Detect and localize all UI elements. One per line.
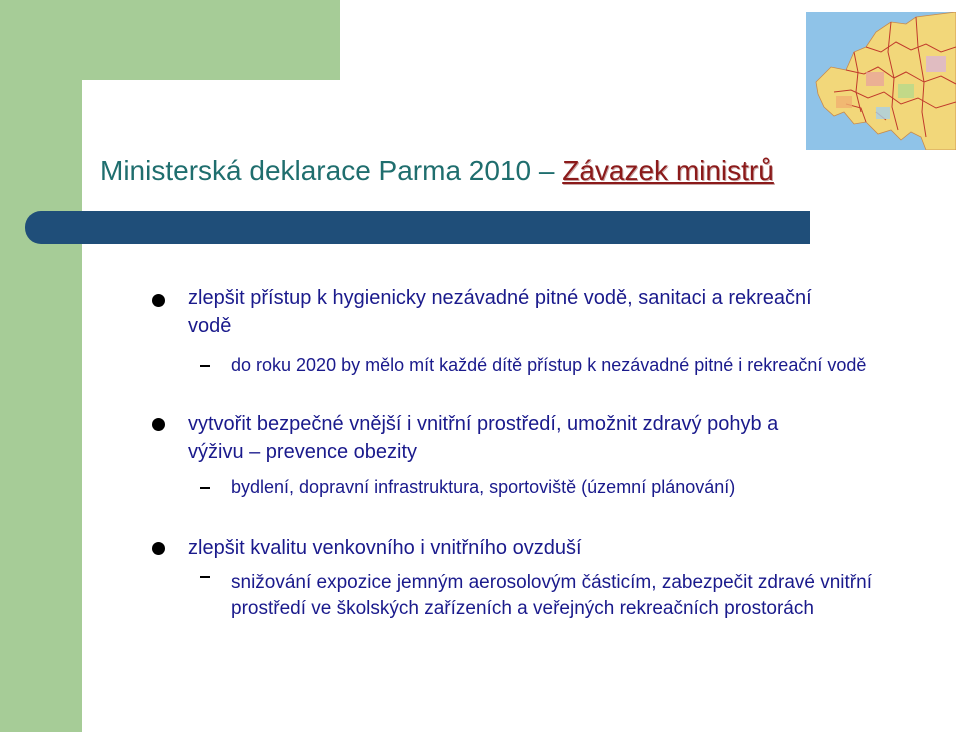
- dash-icon: [200, 365, 210, 367]
- green-side-band: [0, 0, 82, 732]
- page-title: [100, 153, 950, 189]
- dash-icon: [200, 487, 210, 489]
- list-item-3: zlepšit kvalitu venkovního i vnitřního ovzduší: [188, 537, 582, 559]
- dash-icon: [200, 576, 210, 578]
- title-underline-bar: [25, 211, 810, 244]
- europe-map-image: [806, 12, 956, 150]
- list-item-2: vytvořit bezpečné vnější i vnitřní prostředí, umožnit zdravý pohyb a výživu – prevence obezity: [188, 413, 779, 463]
- list-item-1: zlepšit přístup k hygienicky nezávadné pitné vodě, sanitaci a rekreační vodě: [188, 287, 812, 337]
- title-main: Ministerská deklarace Parma 2010 –: [100, 155, 563, 186]
- bullet-dot-icon: [152, 294, 165, 307]
- sub-item-2: bydlení, dopravní infrastruktura, sportoviště (územní plánování): [231, 477, 736, 497]
- green-top-band: [0, 0, 340, 80]
- title-accent: Závazek ministrů: [562, 155, 774, 186]
- sub-item-3: snižování expozice jemným aerosolovým částicím, zabezpečit zdravé vnitřní prostředí ve školských zařízeních a veřejných rekreačních prostorách: [231, 572, 872, 619]
- sub-item-1: do roku 2020 by mělo mít každé dítě přístup k nezávadné pitné i rekreační vodě: [231, 355, 867, 375]
- bullet-dot-icon: [152, 418, 165, 431]
- bullet-dot-icon: [152, 542, 165, 555]
